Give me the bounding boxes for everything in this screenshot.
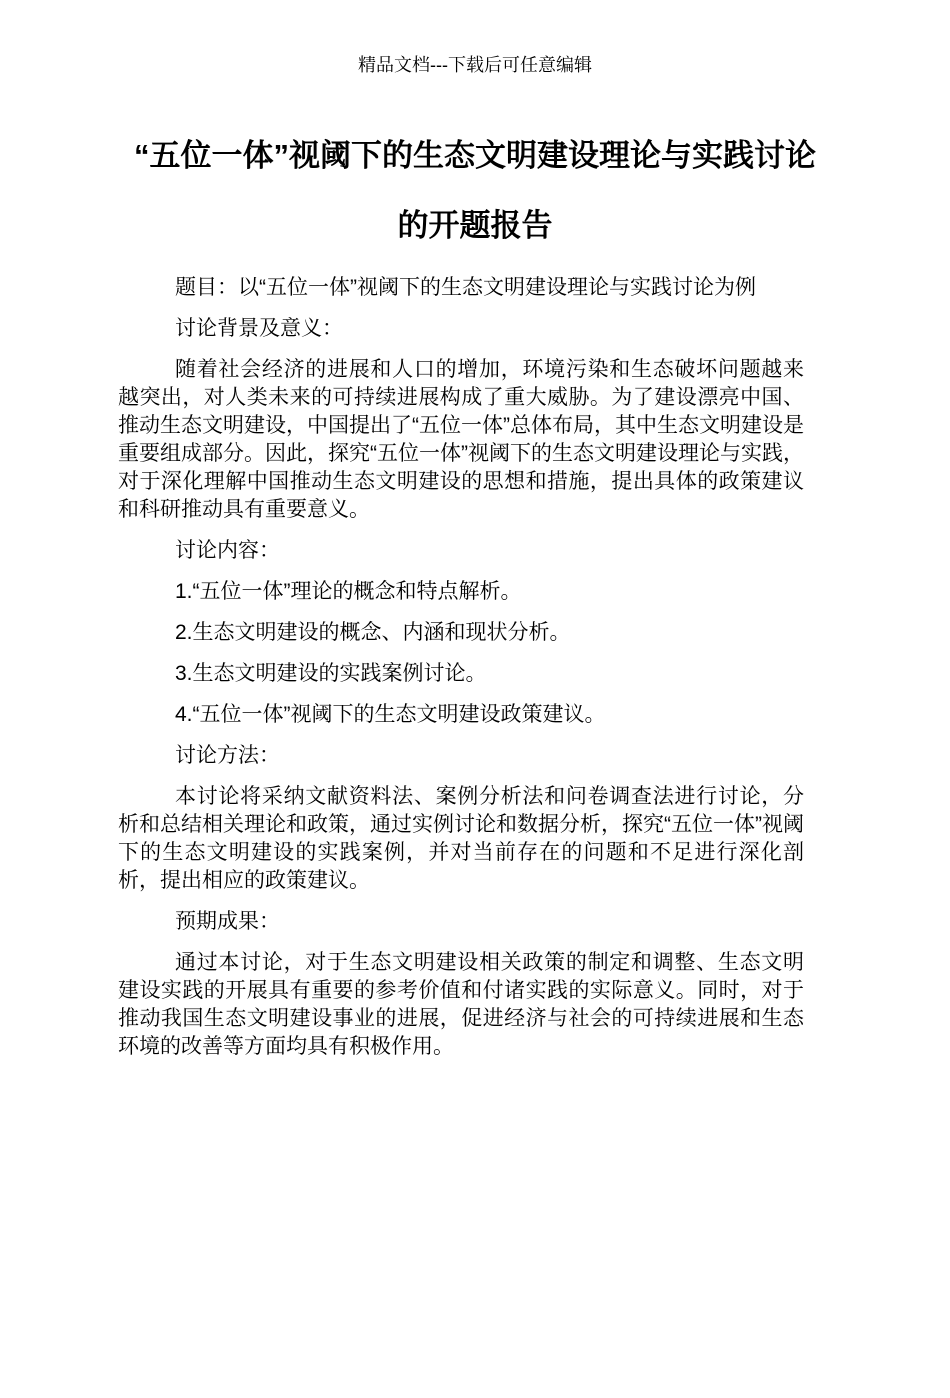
document-title — [0, 121, 950, 261]
topic-line: 题目：以“五位一体”视阈下的生态文明建设理论与实践讨论为例 — [175, 276, 756, 299]
section-label-background: 讨论背景及意义： — [175, 317, 343, 340]
content-item-1: 1.“五位一体”理论的概念和特点解析。 — [175, 580, 522, 603]
title-line-2: 的开题报告 — [397, 208, 553, 243]
background-paragraph: 随着社会经济的进展和人口的增加，环境污染和生态破坏问题越来越突出，对人类未来的可持续进展构成了重大威胁。为了建设漂亮中国、推动生态文明建设，中国提出了“五位一体”总体布局，其中生态文明建设是重要组成部分。因此，探究“五位一体”视阈下的生态文明建设理论与实践，对于深化理解中国推动生态文明建设的思想和措施，提出具体的政策建议和科研推动具有重要意义。 — [118, 358, 804, 521]
title-line-1: “五位一体”视阈下的生态文明建设理论与实践讨论 — [134, 138, 816, 173]
content-item-4: 4.“五位一体”视阈下的生态文明建设政策建议。 — [175, 703, 606, 726]
document-body — [118, 274, 804, 1061]
watermark-text: 精品文档---下载后可任意编辑 — [358, 55, 592, 75]
content-item-3: 3.生态文明建设的实践案例讨论。 — [175, 662, 487, 685]
section-label-content: 讨论内容： — [175, 539, 280, 562]
section-label-method: 讨论方法： — [175, 744, 280, 767]
content-item-2: 2.生态文明建设的概念、内涵和现状分析。 — [175, 621, 571, 644]
outcome-paragraph: 通过本讨论，对于生态文明建设相关政策的制定和调整、生态文明建设实践的开展具有重要的参考价值和付诸实践的实际意义。同时，对于推动我国生态文明建设事业的进展，促进经济与社会的可持续进展和生态环境的改善等方面均具有积极作用。 — [118, 951, 804, 1058]
section-label-outcome: 预期成果： — [175, 910, 280, 933]
document-page — [0, 54, 950, 1398]
method-paragraph: 本讨论将采纳文献资料法、案例分析法和问卷调查法进行讨论，分析和总结相关理论和政策，通过实例讨论和数据分析，探究“五位一体”视阈下的生态文明建设的实践案例，并对当前存在的问题和不足进行深化剖析，提出相应的政策建议。 — [118, 785, 804, 892]
